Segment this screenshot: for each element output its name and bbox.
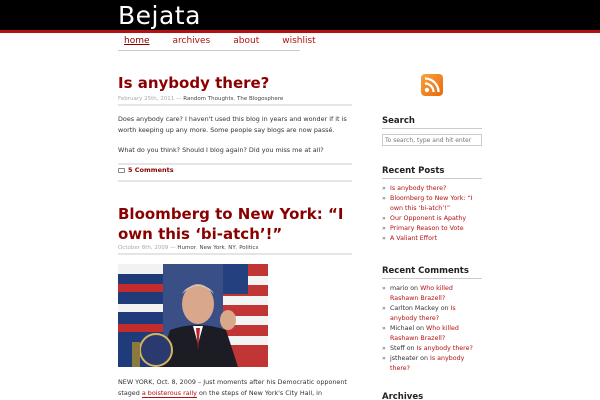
site-title[interactable]: Bejata — [118, 1, 201, 30]
comment-post-link[interactable]: Is anybody there? — [390, 355, 465, 372]
post-meta: February 25th, 2011 — Random Thoughts, The Blogosphere — [118, 96, 284, 102]
meta-divider — [118, 104, 352, 106]
list-item — [382, 184, 482, 194]
search-input[interactable] — [382, 134, 482, 146]
sidebar-divider — [382, 178, 482, 179]
recent-posts-list — [382, 184, 482, 244]
nav-archives[interactable]: archives — [172, 36, 211, 46]
list-item — [382, 194, 482, 214]
on-word: on — [406, 345, 415, 352]
site-header — [0, 0, 600, 30]
list-item — [382, 344, 482, 354]
list-item — [382, 234, 482, 244]
recent-comments-list — [382, 284, 482, 374]
on-word: on — [420, 355, 429, 362]
post-date: October 8th, 2009 — [118, 245, 169, 251]
excerpt-text: NEW YORK, Oct. 8, 2009 – Just moments after his Democratic opponent staged — [118, 378, 347, 397]
post-category[interactable]: Random Thoughts — [183, 96, 234, 102]
meta-separator: — — [176, 96, 182, 102]
excerpt-text: on the steps of New York's City Hall, in — [196, 388, 322, 397]
recent-posts-heading: Recent Posts — [382, 166, 445, 176]
nav-wishlist[interactable]: wishlist — [282, 36, 316, 46]
post-body — [118, 114, 352, 156]
post-title[interactable]: Bloomberg to New York: “I own this ‘bi-atch’!” — [118, 205, 344, 243]
sidebar-divider — [382, 128, 482, 129]
sidebar-divider — [382, 278, 482, 279]
comment-author: mario — [390, 285, 409, 292]
list-item — [382, 214, 482, 224]
recent-post-link[interactable]: Our Opponent is Apathy — [390, 215, 467, 222]
post-photo — [118, 264, 268, 367]
comment-author: Michael — [390, 325, 415, 332]
meta-separator: — — [170, 245, 176, 251]
comment-author: Steff — [390, 345, 405, 352]
rss-feed-icon[interactable] — [421, 74, 443, 96]
nav-about[interactable]: about — [233, 36, 260, 46]
recent-post-link[interactable]: Is anybody there? — [390, 185, 447, 192]
post-category[interactable]: Humor — [177, 245, 197, 251]
archives-heading: Archives — [382, 392, 424, 400]
post-date: February 25th, 2011 — [118, 96, 175, 102]
list-item — [382, 284, 482, 304]
post-divider — [118, 180, 352, 182]
post-title[interactable]: Is anybody there? — [118, 74, 270, 92]
post-paragraph: What do you think? Should I blog again? Did you miss me at all? — [118, 146, 324, 154]
post-divider — [118, 163, 352, 165]
nav-divider — [118, 50, 300, 51]
comments-link[interactable] — [118, 166, 352, 180]
recent-comments-heading: Recent Comments — [382, 266, 469, 276]
on-word: on — [440, 305, 449, 312]
comment-post-link[interactable]: Is anybody there? — [416, 345, 473, 352]
comments-count[interactable]: 5 Comments — [128, 166, 174, 174]
post-category[interactable]: New York — [199, 245, 225, 251]
comment-post-link[interactable]: Is anybody there? — [390, 305, 456, 322]
post-excerpt — [118, 377, 352, 398]
post-paragraph: Does anybody care? I haven't used this blog in years and wonder if it is worth keeping up any more. Some people say blogs are now passé. — [118, 115, 347, 134]
main-nav — [118, 35, 333, 51]
comment-icon — [118, 168, 125, 173]
comment-author: jstheater — [390, 355, 419, 362]
on-word: on — [416, 325, 424, 332]
nav-home[interactable]: home — [124, 36, 150, 46]
meta-divider — [118, 253, 352, 255]
recent-post-link[interactable]: Bloomberg to New York: “I own this ‘bi-atch’!” — [390, 195, 473, 212]
recent-post-link[interactable]: A Valiant Effort — [390, 235, 438, 242]
comment-author: Carlton Mackey — [390, 305, 439, 312]
excerpt-link[interactable]: a boisterous rally — [141, 388, 197, 397]
list-item — [382, 304, 482, 324]
list-item — [382, 354, 482, 374]
comment-post-link[interactable]: Who killed Rashawn Brazell? — [390, 325, 459, 342]
header-accent-line — [0, 30, 600, 33]
on-word: on — [410, 285, 419, 292]
post-category[interactable]: Politics — [239, 245, 259, 251]
comment-post-link[interactable]: Who killed Rashawn Brazell? — [390, 285, 453, 302]
post-meta: October 8th, 2009 — Humor, New York, NY, Politics — [118, 245, 259, 251]
list-item — [382, 224, 482, 234]
post-category[interactable]: The Blogosphere — [236, 96, 284, 102]
recent-post-link[interactable]: Primary Reason to Vote — [390, 225, 464, 232]
post-category[interactable]: NY — [228, 245, 236, 251]
list-item — [382, 324, 482, 344]
search-heading: Search — [382, 116, 415, 126]
